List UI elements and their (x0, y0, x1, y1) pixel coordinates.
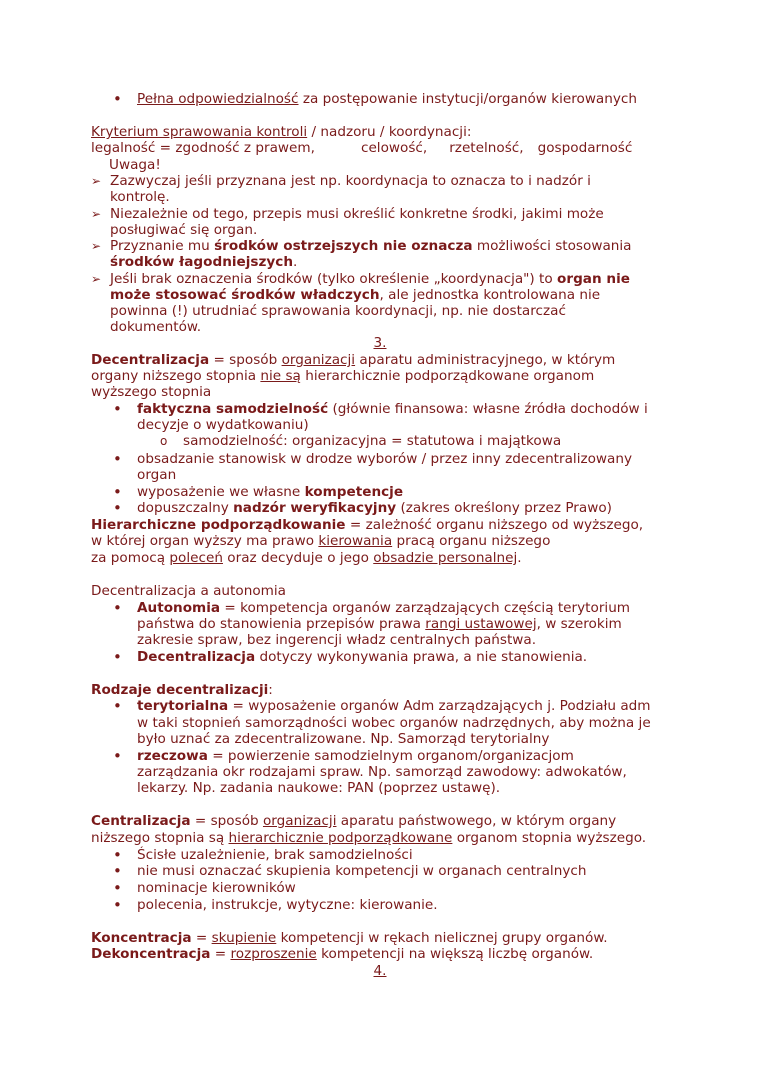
decentralizacja-bullet-4: dopuszczalny nadzór weryfikacyjny (zakres określony przez Prawo) (137, 500, 612, 516)
decentralizacja-bullet-2-line1: obsadzanie stanowisk w drodze wyborów / przez inny zdecentralizowany (137, 451, 633, 467)
decentralizacja-bullet-1-line2: decyzje o wydatkowaniu) (137, 417, 309, 433)
arrow-item-3-line1: Przyznanie mu środków ostrzejszych nie oznacza możliwości stosowania (110, 238, 632, 254)
hierarchiczne-line1: Hierarchiczne podporządkowanie = zależność organu niższego od wyższego, (91, 517, 644, 533)
rodzaje-bullet-2-line1: rzeczowa = powierzenie samodzielnym organom/organizacjom (137, 748, 574, 764)
arrow-item-1-line2: kontrolę. (110, 189, 170, 205)
arrow-item-4-line2: może stosować środków władczych, ale jednostka kontrolowana nie (110, 287, 601, 303)
bullet-icon (113, 600, 122, 618)
decentralizacja-def-line1: Decentralizacja = sposób organizacji aparatu administracyjnego, w którym (91, 352, 616, 368)
bullet-icon (113, 451, 122, 469)
bullet-icon (113, 897, 122, 915)
circle-bullet-icon (160, 433, 167, 450)
decentralizacja-subitem: samodzielność: organizacyjna = statutowa i majątkowa (183, 433, 562, 449)
decentralizacja-bullet-1-line1: faktyczna samodzielność (głównie finansowa: własne źródła dochodów i (137, 401, 648, 417)
bullet-icon (113, 91, 122, 109)
rodzaje-bullet-2-line3: lekarzy. Np. zadania naukowe: PAN (poprzez ustawę). (137, 780, 501, 796)
bullet-icon (113, 649, 122, 667)
hierarchiczne-line2: w której organ wyższy ma prawo kierowania pracą organu niższego (91, 533, 551, 549)
arrow-item-4-line3: powinna (!) utrudniać sprawowania koordynacji, np. nie dostarczać (110, 303, 566, 319)
dekoncentracja-line: Dekoncentracja = rozproszenie kompetencji na większą liczbę organów. (91, 946, 594, 962)
kryterium-items: legalność = zgodność z prawem, celowość, rzetelność, gospodarność (91, 140, 633, 156)
arrow-bullet-icon (91, 173, 101, 190)
centralizacja-item: Ścisłe uzależnienie, brak samodzielności (137, 847, 413, 863)
bullet-icon (113, 698, 122, 716)
rodzaje-bullet-2-line2: zarządzania okr rodzajami spraw. Np. samorząd zawodowy: adwokatów, (137, 764, 627, 780)
decentralizacja-bullet-3: wyposażenie we własne kompetencje (137, 484, 404, 500)
decentralizacja-bullet-2-line2: organ (137, 467, 177, 483)
bullet-icon (113, 401, 122, 419)
arrow-item-2-line1: Niezależnie od tego, przepis musi określić konkretne środki, jakimi może (110, 206, 604, 222)
bullet-icon (113, 500, 122, 518)
page-number-3: 3. (373, 335, 387, 351)
rodzaje-title: Rodzaje decentralizacji: (91, 682, 273, 698)
autonomia-bullet-2: Decentralizacja dotyczy wykonywania prawa, a nie stanowienia. (137, 649, 588, 665)
arrow-item-1-line1: Zazwyczaj jeśli przyznana jest np. koordynacja to oznacza to i nadzór i (110, 173, 591, 189)
centralizacja-line2: niższego stopnia są hierarchicznie podporządkowane organom stopnia wyższego. (91, 830, 647, 846)
bullet-icon (113, 880, 122, 898)
arrow-item-4-line4: dokumentów. (110, 319, 202, 335)
hierarchiczne-line3: za pomocą poleceń oraz decyduje o jego obsadzie personalnej. (91, 550, 522, 566)
arrow-bullet-icon (91, 206, 101, 223)
centralizacja-item: polecenia, instrukcje, wytyczne: kierowanie. (137, 897, 438, 913)
bullet-icon (113, 748, 122, 766)
top-bullet-line: Pełna odpowiedzialność za postępowanie instytucji/organów kierowanych (137, 91, 638, 107)
arrow-item-3-line2: środków łagodniejszych. (110, 254, 298, 270)
arrow-bullet-icon (91, 238, 101, 255)
centralizacja-item: nominacje kierowników (137, 880, 296, 896)
autonomia-title: Decentralizacja a autonomia (91, 583, 286, 599)
centralizacja-line1: Centralizacja = sposób organizacji aparatu państwowego, w którym organy (91, 813, 617, 829)
page-number-4: 4. (373, 963, 387, 979)
arrow-item-4-line1: Jeśli brak oznaczenia środków (tylko określenie „koordynacja") to organ nie (110, 271, 630, 287)
rodzaje-bullet-1-line2: w taki stopnień samorządności wobec organów nadrzędnych, aby można je (137, 715, 651, 731)
uwaga-label: Uwaga! (109, 157, 161, 173)
centralizacja-item: nie musi oznaczać skupienia kompetencji w organach centralnych (137, 863, 587, 879)
autonomia-bullet-1-line2: państwa do stanowienia przepisów prawa rangi ustawowej, w szerokim (137, 616, 622, 632)
rodzaje-bullet-1-line1: terytorialna = wyposażenie organów Adm zarządzających j. Podziału adm (137, 698, 651, 714)
bullet-icon (113, 863, 122, 881)
kryterium-title: Kryterium sprawowania kontroli / nadzoru / koordynacji: (91, 124, 472, 140)
decentralizacja-def-line2: organy niższego stopnia nie są hierarchicznie podporządkowane organom (91, 368, 595, 384)
autonomia-bullet-1-line1: Autonomia = kompetencja organów zarządzających częścią terytorium (137, 600, 631, 616)
arrow-item-2-line2: posługiwać się organ. (110, 222, 258, 238)
autonomia-bullet-1-line3: zakresie spraw, bez ingerencji władz centralnych państwa. (137, 632, 537, 648)
rodzaje-bullet-1-line3: było uznać za zdecentralizowane. Np. Samorząd terytorialny (137, 731, 550, 747)
arrow-bullet-icon (91, 271, 101, 288)
decentralizacja-def-line3: wyższego stopnia (91, 384, 212, 400)
koncentracja-line: Koncentracja = skupienie kompetencji w rękach nielicznej grupy organów. (91, 930, 608, 946)
